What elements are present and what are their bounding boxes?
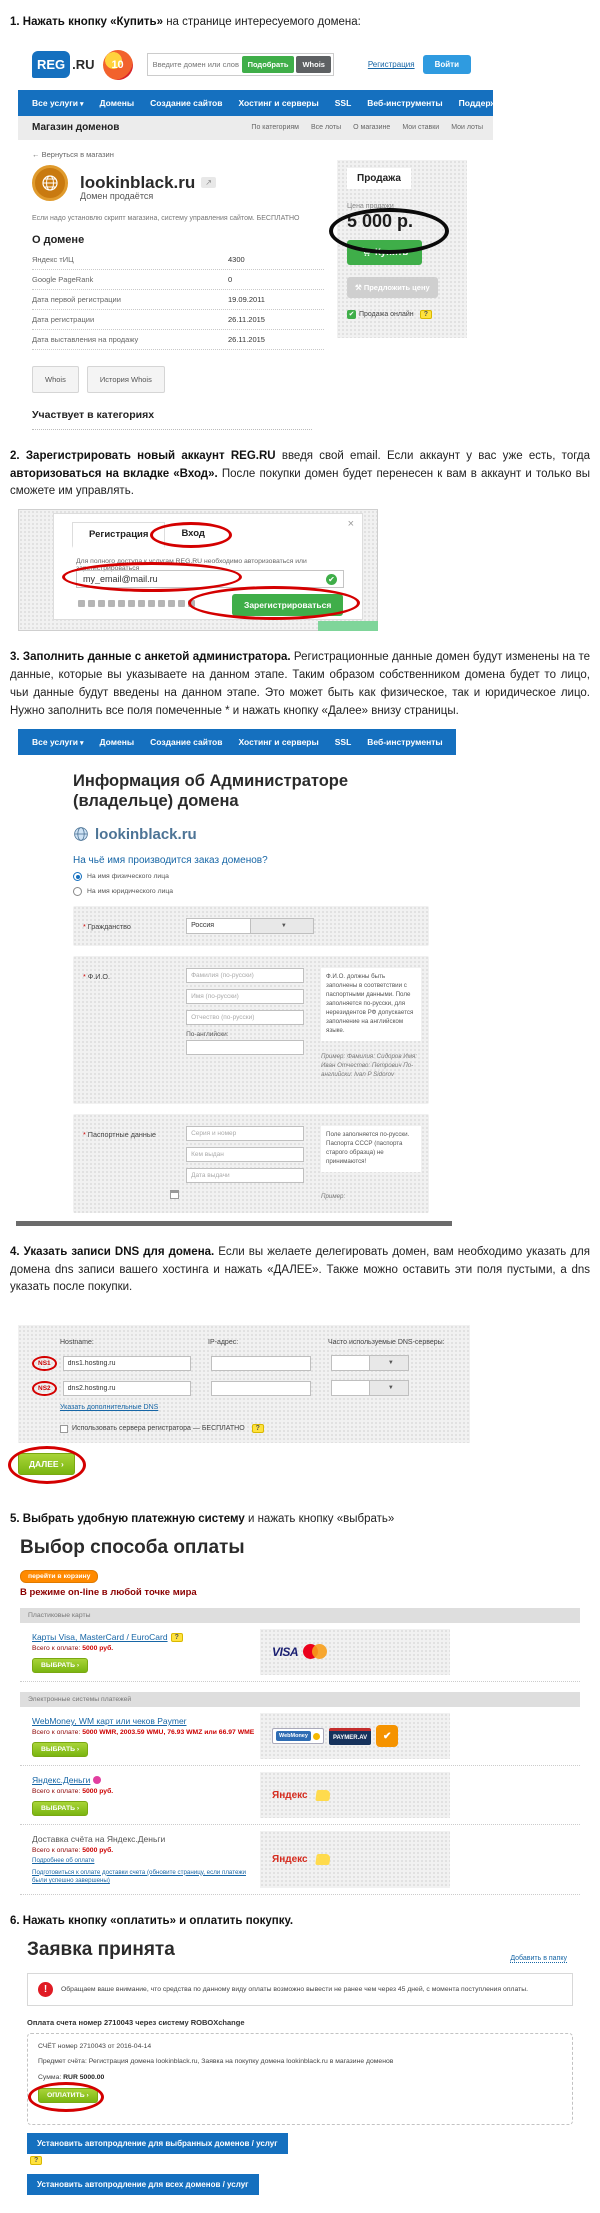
payment-details-link[interactable]: Подробнее об оплате — [32, 1857, 95, 1864]
passport-number-field[interactable] — [186, 1126, 304, 1141]
nav-item-site-creation[interactable]: Создание сайтов — [150, 736, 223, 747]
tab-registration[interactable]: Регистрация — [72, 522, 165, 548]
table-row — [32, 290, 324, 310]
go-to-cart-button[interactable]: перейти в корзину — [20, 1570, 98, 1583]
nav-item-support-truncated[interactable]: Под — [458, 736, 476, 747]
citizenship-select[interactable] — [186, 918, 314, 934]
total-label: Всего к оплате: — [32, 1645, 81, 1652]
chevron-down-icon: ▾ — [79, 739, 84, 747]
domain-status: Домен продаётся — [80, 190, 154, 201]
next-button[interactable] — [18, 1453, 75, 1475]
dropdown-arrow-icon[interactable]: ▼ — [250, 919, 314, 933]
seller-promo-text: Если надо установлю скрипт магазина, систему управления сайтом. БЕСПЛАТНО — [32, 214, 300, 222]
radio-person[interactable] — [73, 872, 82, 881]
invoice-number-line: СЧЁТ номер 2710043 от 2016-04-14 — [38, 2042, 152, 2050]
row-label: Дата выставления на продажу — [32, 334, 139, 344]
order-accepted-screenshot — [0, 1939, 600, 2196]
sale-tab[interactable]: Продажа — [347, 168, 411, 189]
select-button[interactable] — [32, 1742, 88, 1757]
nav-item-webtools[interactable]: Веб-инструменты — [367, 736, 443, 747]
regru-logo-tld: .RU — [72, 57, 95, 73]
visa-logo: VISA — [272, 1645, 299, 1659]
radio-company[interactable] — [73, 887, 82, 896]
radio-company-label[interactable]: На имя юридического лица — [87, 887, 174, 895]
whois-search-button[interactable]: Whois — [296, 56, 331, 73]
nav-item-hosting[interactable]: Хостинг и серверы — [238, 97, 319, 108]
example-text: Фамилия: Сидоров Имя: Иван Отчество: Петрович По-английски: Ivan P Sidorov — [321, 1052, 417, 1079]
payment-title: Выбор способа оплаты — [20, 1537, 245, 1558]
radio-person-label[interactable]: На имя физического лица — [87, 872, 169, 880]
select-button[interactable] — [32, 1658, 88, 1673]
screenshot-cut-edge — [16, 1221, 452, 1226]
dropdown-arrow-icon[interactable]: ▼ — [369, 1381, 408, 1395]
buy-button-label: Купить — [375, 246, 409, 258]
fio-section — [73, 956, 429, 1104]
signup-modal-screenshot — [18, 509, 378, 631]
total-label: Всего к оплате: — [32, 1847, 81, 1854]
offer-price-button[interactable] — [347, 277, 438, 298]
subnav-by-category[interactable]: По категориям — [251, 124, 299, 132]
nav-item-ssl[interactable]: SSL — [334, 97, 352, 108]
help-icon[interactable]: ? — [171, 1633, 183, 1642]
hostname-column-header: Hostname: — [60, 1339, 94, 1347]
step-3-rest: Регистрационные данные домен будут изменены на те данные, которые вы указываете на данном этапе. Таким образом собственником домена будет то лицо, чьи данные будут введены на данном этапе. Это может быть как физическое, так и юридическое лицо. Нужно заполнить все поля помеченные * и нажать кнопку «Далее» внизу страницы. — [10, 651, 591, 717]
arrow-right-icon: › — [76, 1662, 80, 1669]
table-row — [32, 330, 324, 350]
step-2-text — [10, 448, 590, 501]
example-title: Пример: — [321, 1052, 346, 1060]
step-6-bold: 6. Нажать кнопку «оплатить» и оплатить покупку. — [10, 1915, 294, 1928]
row-value: 19.09.2011 — [228, 294, 265, 304]
step-4-bold: 4. Указать записи DNS для домена. — [10, 1245, 215, 1258]
step-1-rest: на странице интересуемого домена: — [163, 16, 361, 28]
step-1-bold: 1. Нажать кнопку «Купить» — [10, 16, 164, 28]
select-label: ВЫБРАТЬ — [41, 1662, 75, 1669]
table-row — [32, 270, 324, 290]
dns-form-screenshot — [0, 1325, 600, 1493]
row-value: 4300 — [228, 254, 245, 264]
external-link-icon[interactable]: ↗ — [201, 177, 216, 188]
yandex-money-logo — [315, 1854, 331, 1865]
sum-value: RUR 5000.00 — [63, 2073, 105, 2081]
webmoney-text: WebMoney — [276, 1731, 311, 1741]
anniversary-number: 10 — [111, 58, 124, 71]
row-value: 0 — [228, 274, 233, 284]
total-value: 5000 WMR, 2003.59 WMU, 76.93 WMZ или 66.97 WME — [82, 1729, 255, 1736]
step-5-rest: и нажать кнопку «выбрать» — [244, 1513, 395, 1526]
yandex-money-option-link[interactable]: Яндекс.Деньги — [32, 1775, 91, 1785]
invoice-delivery-link[interactable]: Подготовиться к оплате доставки счета (обновите страницу, если платежи были успешно завершены) — [32, 1868, 246, 1885]
passport-issuer-field[interactable] — [186, 1147, 304, 1162]
social-login-icons[interactable] — [78, 600, 195, 607]
nav-item-ssl[interactable]: SSL — [334, 736, 352, 747]
ns1-hostname-input[interactable] — [63, 1356, 191, 1371]
required-asterisk: * — [83, 1129, 88, 1139]
about-domain-table — [32, 250, 324, 350]
cart-icon — [361, 247, 371, 257]
step-3-text — [10, 649, 590, 720]
step-5-text — [10, 1511, 590, 1529]
ip-column-header: IP-адрес: — [208, 1339, 239, 1347]
group-plastic-cards: Пластиковые карты — [20, 1608, 580, 1623]
ns1-common-dns-select[interactable] — [331, 1355, 409, 1371]
nav-item-domains[interactable]: Домены — [99, 97, 135, 108]
lastname-field[interactable] — [186, 968, 304, 983]
dropdown-arrow-icon[interactable]: ▼ — [369, 1356, 408, 1370]
offer-price-label: Предложить цену — [363, 282, 430, 292]
total-label: Всего к оплате: — [32, 1788, 81, 1795]
step-4-rest: Если вы желаете делегировать домен, вам необходимо указать для домена dns записи вашего хостинга и нажать «ДАЛЕЕ». Также можно оставить эти поля пустыми, а dns указать после покупки. — [10, 1245, 590, 1294]
warning-text: Обращаем ваше внимание, что средства по данному виду оплаты возможно вывести не ранее чем через 45 дней, с момента поступления оплаты. — [61, 1985, 528, 1993]
middlename-field[interactable] — [186, 1010, 304, 1025]
step-5-bold: 5. Выбрать удобную платежную систему — [10, 1513, 245, 1526]
step-4-text — [10, 1244, 590, 1297]
globe-icon — [73, 826, 89, 842]
fio-example — [321, 1052, 421, 1080]
invoice-box — [27, 2033, 573, 2126]
invoice-delivery-option-label: Доставка счёта на Яндекс.Деньги — [32, 1834, 166, 1844]
arrow-right-icon: › — [60, 1459, 64, 1470]
ns2-common-dns-select[interactable] — [331, 1380, 409, 1396]
total-label: Всего к оплате: — [32, 1729, 81, 1736]
domain-globe-icon — [32, 165, 68, 201]
price-label: Цена продажи — [347, 202, 394, 210]
passport-hint: Поле заполняется по-русски. Паспорта СССР (паспорта старого образца) не принимаются! — [321, 1126, 421, 1172]
payment-option-webmoney — [20, 1707, 580, 1766]
register-button[interactable]: Зарегистрироваться — [232, 594, 343, 616]
step-2-rest2: После покупки домен будет перенесен к вам в аккаунт и только вы сможете им управлять. — [10, 467, 590, 498]
row-label: Google PageRank — [32, 274, 94, 284]
arrow-right-icon: › — [86, 2092, 89, 2100]
tab-login[interactable]: Вход — [181, 528, 205, 540]
payment-methods-screenshot — [0, 1537, 600, 1895]
required-asterisk: * — [83, 921, 88, 931]
additional-dns-link[interactable]: Указать дополнительные DNS — [60, 1404, 159, 1412]
table-row — [32, 250, 324, 270]
domain-search-input[interactable] — [150, 57, 242, 72]
payment-option-invoice-delivery — [20, 1825, 580, 1895]
help-icon[interactable]: ? — [420, 310, 432, 319]
shop-title: Магазин доменов — [32, 122, 120, 134]
webmoney-logo — [272, 1728, 324, 1744]
step-2-bold2: авторизоваться на вкладке «Вход». — [10, 467, 218, 480]
row-label: Дата регистрации — [32, 314, 95, 324]
admin-form-screenshot — [0, 729, 580, 1226]
background-page-fragment — [318, 621, 378, 631]
total-value: 5000 руб. — [82, 1645, 114, 1652]
help-icon[interactable]: ? — [30, 2156, 42, 2165]
pay-button-label: ОПЛАТИТЬ — [47, 2092, 85, 2100]
ns1-ip-input[interactable] — [211, 1356, 311, 1371]
order-name-question: На чьё имя производится заказ доменов? — [73, 854, 268, 866]
back-row — [32, 150, 493, 159]
nav-item-support[interactable]: Поддержка — [458, 97, 506, 108]
subnav-about-shop[interactable]: О магазине — [353, 124, 391, 132]
total-value: 5000 руб. — [82, 1847, 114, 1854]
order-accepted-title: Заявка принята — [27, 1938, 175, 1960]
form-domain-name: lookinblack.ru — [95, 825, 197, 843]
warning-box — [27, 1973, 573, 2006]
online-check-icon: ✔ — [348, 310, 355, 318]
subnav-my-lots[interactable]: Мои лоты — [451, 124, 483, 132]
main-nav — [18, 90, 506, 116]
pay-button[interactable] — [38, 2088, 98, 2103]
passport-section — [73, 1114, 429, 1213]
row-value: 26.11.2015 — [228, 314, 265, 324]
select-label: ВЫБРАТЬ — [41, 1746, 75, 1753]
arrow-right-icon: › — [76, 1805, 80, 1812]
domain-name-title: lookinblack.ru — [80, 172, 196, 192]
registration-link[interactable]: Регистрация — [367, 60, 415, 70]
step-2-bold1: 2. Зарегистрировать новый аккаунт REG.RU — [10, 449, 276, 462]
valid-check-icon: ✔ — [326, 574, 337, 585]
online-note: В режиме on-line в любой точке мира — [20, 1587, 197, 1598]
dns-servers-column-header: Часто используемые DNS-серверы: — [328, 1339, 445, 1347]
english-name-label: По-английски: — [186, 1030, 229, 1038]
buy-button[interactable] — [347, 240, 422, 265]
anniversary-badge — [103, 50, 133, 80]
signup-modal — [53, 513, 363, 620]
nav-item-hosting[interactable]: Хостинг и серверы — [238, 736, 319, 747]
whois-history-button[interactable]: История Whois — [87, 366, 165, 393]
step-6-text — [10, 1913, 590, 1931]
nav-item-site-creation[interactable]: Создание сайтов — [150, 97, 223, 108]
yandex-logo: Яндекс — [272, 1789, 308, 1801]
nav-label: Все услуги — [32, 736, 78, 747]
passport-label: Паспортные данные — [87, 1129, 156, 1139]
nav-item-all-services[interactable] — [24, 98, 92, 108]
autorenew-selected-button[interactable]: Установить автопродление для выбранных доменов / услуг — [27, 2133, 288, 2154]
nav-item-domains[interactable]: Домены — [99, 736, 135, 747]
next-button-label: ДАЛЕЕ — [29, 1459, 59, 1470]
select-label: ВЫБРАТЬ — [41, 1805, 75, 1812]
search-submit-button[interactable]: Подобрать — [242, 56, 295, 73]
yandex-money-icon — [93, 1776, 101, 1784]
paymer-logo: PAYMER.AV — [329, 1728, 371, 1745]
group-electronic-systems: Электронные системы платежей — [20, 1692, 580, 1707]
help-icon[interactable]: ? — [252, 1424, 264, 1433]
yandex-logo: Яндекс — [272, 1854, 308, 1865]
categories-heading: Участвует в категориях — [32, 409, 312, 430]
step-2-rest1: введя свой email. Если аккаунт у вас уже есть, тогда — [275, 449, 590, 462]
row-label: Яндекс тИЦ — [32, 254, 74, 264]
autorenew-all-button[interactable]: Установить автопродление для всех доменов / услуг — [27, 2174, 259, 2195]
close-icon[interactable]: × — [347, 518, 354, 531]
registrar-servers-label: Использовать сервера регистратора — БЕСПЛАТНО — [72, 1425, 245, 1433]
dns-row-ns2 — [32, 1380, 470, 1396]
total-value: 5000 руб. — [82, 1788, 114, 1795]
english-name-field[interactable] — [186, 1040, 304, 1055]
step-1-text — [10, 14, 590, 32]
row-label: Дата первой регистрации — [32, 294, 121, 304]
invoice-pay-header: Оплата счета номер 2710043 через систему ROBOXchange — [27, 2017, 245, 2027]
firstname-field[interactable] — [186, 989, 304, 1004]
arrow-right-icon: › — [76, 1746, 80, 1753]
calendar-icon[interactable] — [170, 1190, 179, 1199]
yandex-money-logo — [315, 1790, 331, 1801]
warning-icon: ! — [38, 1982, 53, 1997]
nav-item-webtools[interactable]: Веб-инструменты — [367, 97, 443, 108]
mastercard-logo — [303, 1644, 329, 1660]
fio-label: Ф.И.О. — [87, 971, 111, 981]
about-domain-heading: О домене — [32, 233, 85, 246]
nav-label: Все услуги — [32, 97, 78, 108]
email-input[interactable] — [83, 574, 313, 584]
chevron-down-icon: ▾ — [79, 100, 84, 108]
admin-form-title: Информация об Администраторе (владельце) домена — [73, 771, 349, 811]
whois-button[interactable]: Whois — [32, 366, 79, 393]
payment-option-cards — [20, 1623, 580, 1682]
add-to-folder-link[interactable]: Добавить в папку — [510, 1954, 567, 1962]
select-button[interactable] — [32, 1801, 88, 1816]
gavel-icon: ⚒ — [355, 282, 362, 292]
back-arrow-icon: ← — [32, 149, 40, 159]
passport-date-field[interactable] — [186, 1168, 304, 1183]
shop-subnav — [18, 116, 493, 140]
regru-logo[interactable] — [32, 51, 95, 78]
guarantee-badge: ✔ — [376, 1725, 398, 1747]
passport-example-title: Пример: — [321, 1192, 346, 1200]
table-row — [32, 310, 324, 330]
online-sale-label: Продажа онлайн — [359, 310, 414, 318]
subnav-my-bids[interactable]: Мои ставки — [402, 124, 440, 132]
citizenship-label: Гражданство — [87, 921, 131, 931]
domain-search-box — [147, 53, 334, 76]
sale-price: 5 000 р. — [347, 210, 414, 231]
invoice-subject-line: Предмет счёта: Регистрация домена lookinblack.ru, Заявка на покупку домена lookinblack.ru в магазине доменов — [38, 2058, 394, 2066]
ns2-hostname-input[interactable] — [63, 1381, 191, 1396]
fio-hint: Ф.И.О. должны быть заполнены в соответствии с паспортными данными. Поле заполняется по-русски, для нерезидентов РФ допускается заполнение на английском языке. — [321, 968, 421, 1041]
sale-card — [337, 160, 467, 338]
webmoney-option-link[interactable]: WebMoney, WM карт или чеков Paymer — [32, 1716, 187, 1726]
back-to-shop-link[interactable]: Вернуться в магазин — [41, 149, 114, 159]
ns2-annotation: NS2 — [32, 1381, 57, 1396]
dns-row-ns1 — [32, 1355, 470, 1371]
required-asterisk: * — [83, 971, 88, 981]
citizenship-section — [73, 906, 429, 946]
citizenship-value: Россия — [191, 922, 215, 930]
payment-option-yandex-money — [20, 1766, 580, 1825]
site-header — [18, 40, 493, 90]
regru-logo-mark: REG — [32, 51, 70, 78]
ns2-ip-input[interactable] — [211, 1381, 311, 1396]
registrar-servers-checkbox[interactable] — [60, 1425, 68, 1433]
regru-domain-page-screenshot — [0, 40, 600, 430]
row-value: 26.11.2015 — [228, 334, 265, 344]
main-nav — [18, 729, 476, 755]
sum-label: Сумма: — [38, 2073, 62, 2081]
nav-item-all-services[interactable] — [24, 737, 92, 747]
cards-option-link[interactable]: Карты Visa, MasterCard / EuroCard — [32, 1632, 168, 1642]
login-button[interactable]: Войти — [423, 55, 471, 74]
ns1-annotation: NS1 — [32, 1356, 57, 1371]
modal-hint-text: Для полного доступа к услугам REG.RU необходимо авторизоваться или зарегистрироваться — [76, 558, 307, 573]
step-3-bold: 3. Заполнить данные с анкетой администратора. — [10, 651, 291, 664]
subnav-all-lots[interactable]: Все лоты — [310, 124, 342, 132]
